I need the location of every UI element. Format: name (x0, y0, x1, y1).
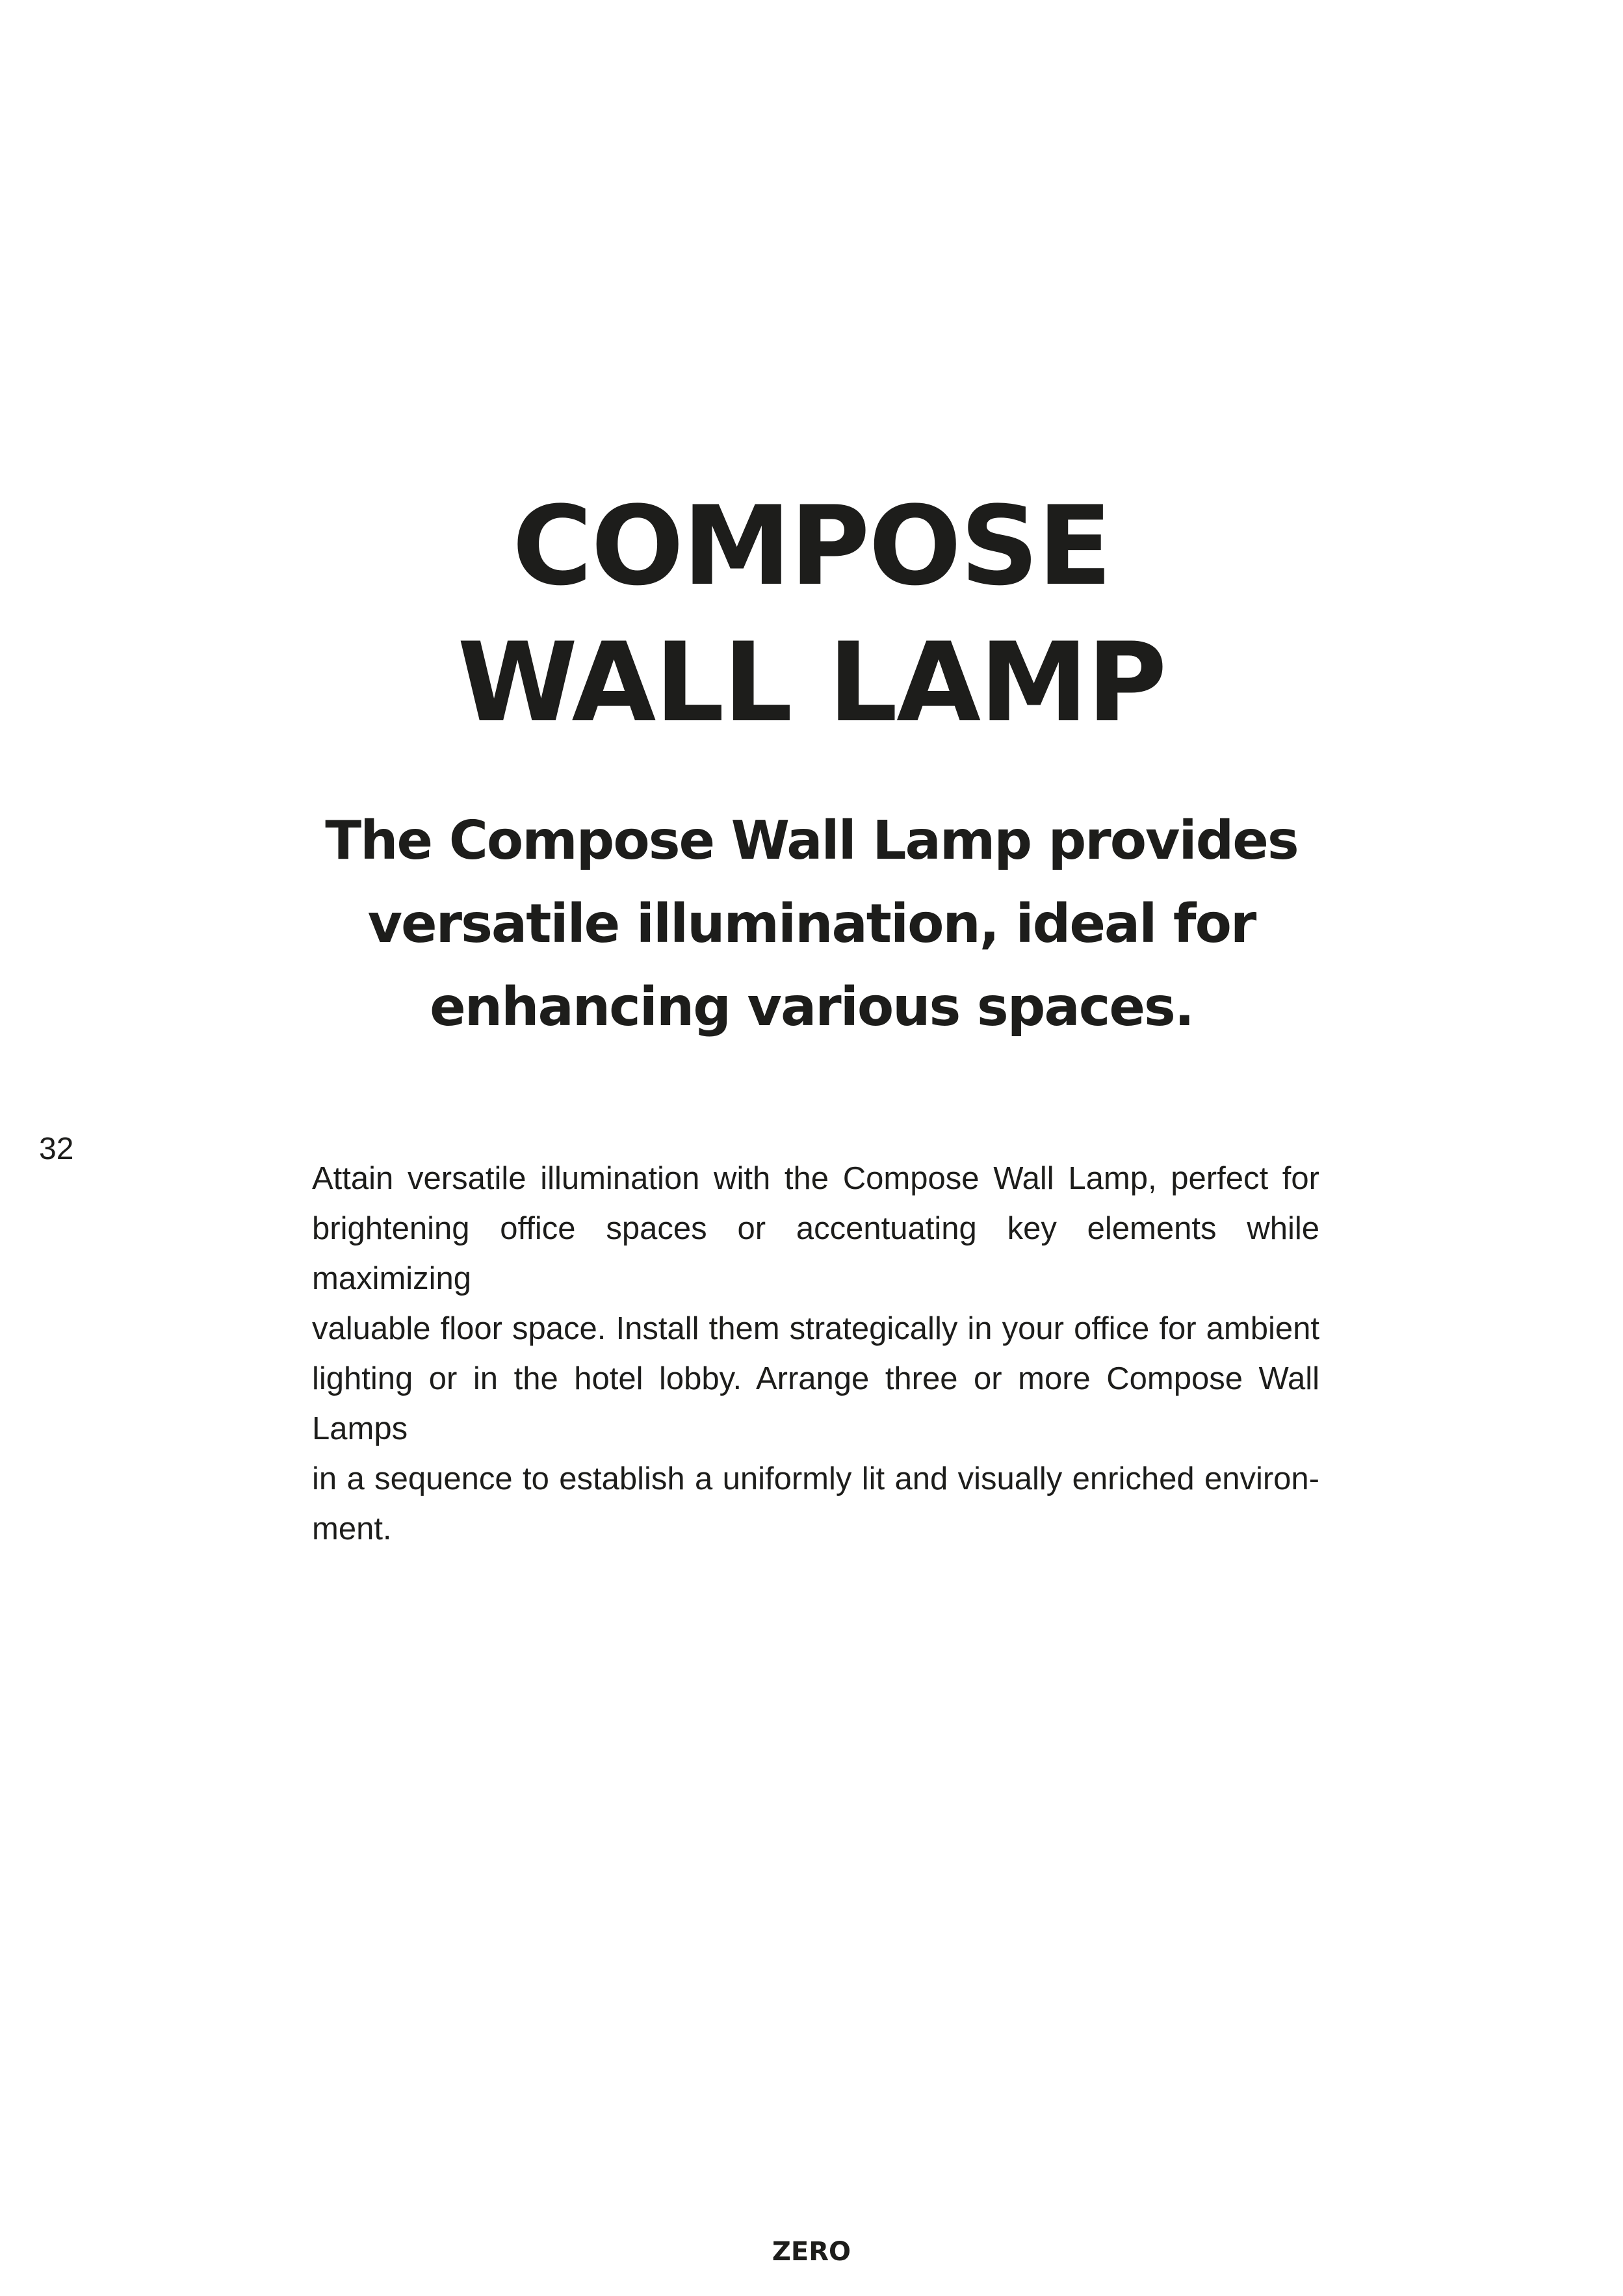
subtitle-line-3: enhancing various spaces. (430, 976, 1193, 1038)
body-line-6: ment. (312, 1511, 392, 1546)
page-number: 32 (39, 1132, 74, 1166)
body-line-5: in a sequence to establish a uniformly lit and visually enriched environ- (312, 1461, 1319, 1496)
body-paragraph (312, 1154, 1319, 1554)
body-line-3: valuable floor space. Install them strategically in your office for ambient (312, 1311, 1319, 1346)
body-line-4: lighting or in the hotel lobby. Arrange three or more Compose Wall Lamps (312, 1361, 1319, 1446)
page-title (0, 478, 1623, 751)
subtitle (0, 800, 1623, 1049)
title-line-1: COMPOSE (512, 482, 1111, 610)
footer-brand: ZERO (772, 2237, 851, 2267)
body-line-2: brightening office spaces or accentuating key elements while maximizing (312, 1211, 1319, 1296)
subtitle-line-1: The Compose Wall Lamp provides (325, 810, 1298, 872)
body-line-1: Attain versatile illumination with the Compose Wall Lamp, perfect for (312, 1161, 1319, 1196)
subtitle-line-2: versatile illumination, ideal for (367, 893, 1256, 955)
title-line-2: WALL LAMP (457, 619, 1166, 746)
